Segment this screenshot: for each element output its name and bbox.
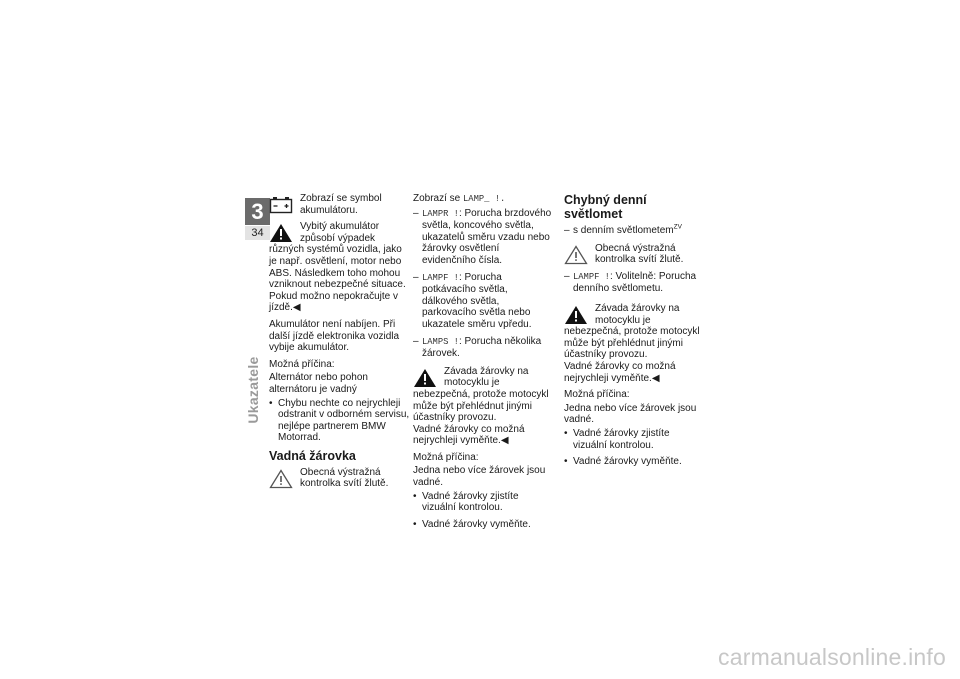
- shown-prefix: Zobrazí se: [413, 193, 461, 204]
- warning-triangle-icon: [269, 223, 295, 243]
- end-marker: ◀: [292, 302, 301, 314]
- optional-marker: ZV: [673, 223, 682, 231]
- warning-text-2b-text: Vadné žárovky co možná nejrychleji vyměňte.: [413, 423, 525, 447]
- lamp-code: LAMPR !: [422, 208, 459, 219]
- drl-condition-text: s denním světlometem: [573, 225, 674, 236]
- battery-icon: [269, 195, 295, 215]
- drl-item: [564, 271, 704, 295]
- bullet-item: [269, 398, 410, 444]
- battery-block: [269, 193, 410, 216]
- general-warning-block: [269, 467, 410, 490]
- warning-text-1b: [269, 291, 410, 314]
- end-marker: ◀: [651, 372, 660, 384]
- warning-block-3: [564, 303, 704, 384]
- bullet-symbol: •: [564, 427, 568, 439]
- warning-text-1b-text: Pokud možno nepokračujte v jízdě.: [269, 290, 398, 314]
- warning-block-2: [413, 366, 553, 447]
- drl-condition: [564, 225, 704, 237]
- lamp-item-3: [413, 336, 553, 360]
- bullet-item: [413, 519, 553, 531]
- warning-text-3b-text: Vadné žárovky co možná nejrychleji vyměňte.: [564, 360, 676, 384]
- cause-label: Možná příčina:: [413, 451, 479, 463]
- lamp-code: LAMPS !: [422, 336, 459, 347]
- lamp-code: LAMPF !: [422, 272, 459, 283]
- watermark: carmanualsonline.info: [718, 644, 946, 670]
- warning-triangle-icon: [564, 305, 590, 325]
- chapter-tab: 3: [245, 198, 270, 225]
- warning-text-3b: [564, 361, 704, 384]
- bullet-symbol: •: [564, 456, 568, 468]
- lamp-code: LAMPF !: [573, 271, 610, 282]
- general-warning-icon: [564, 245, 590, 265]
- cause-label: Možná příčina:: [269, 358, 335, 370]
- bullet-item: [564, 456, 704, 468]
- bullet-text: Vadné žárovky zjistíte vizuální kontrolou.: [573, 427, 670, 451]
- dash-symbol: –: [413, 271, 419, 283]
- general-warning-block: [564, 243, 704, 266]
- bullet-text: Vadné žárovky vyměňte.: [573, 456, 682, 468]
- cause-label: Možná příčina:: [564, 389, 630, 401]
- section-heading: Vadná žárovka: [269, 448, 356, 463]
- lamp-text: : Porucha několika žárovek.: [422, 335, 542, 360]
- bullet-text: Vadné žárovky vyměňte.: [422, 518, 531, 530]
- section-heading: Chybný denní světlomet: [564, 193, 647, 221]
- cause-text: Jedna nebo více žárovek jsou vadné.: [413, 465, 546, 489]
- warning-block-1: [269, 221, 410, 314]
- bullet-text: Chybu nechte co nejrychleji odstranit v odborném servisu, nejlépe partnerem BMW Motorrad.: [278, 397, 410, 444]
- warning-text-2b: [413, 424, 553, 447]
- dash-symbol: –: [564, 270, 570, 282]
- dash-symbol: –: [413, 335, 419, 347]
- lamp-text: : Volitelně: Porucha denního světlometu.: [573, 270, 697, 295]
- bullet-item: [413, 491, 553, 514]
- section-label-text: Ukazatele: [245, 356, 261, 424]
- lamp-text: : Porucha brzdového světla, koncového světla, ukazatelů směru vzadu nebo žárovky osvětlení evidenčního čísla.: [422, 207, 552, 266]
- general-warning-text: Obecná výstražná kontrolka svítí žlutě.: [300, 466, 389, 490]
- shown-code: LAMP_ !.: [463, 194, 506, 204]
- battery-intro: Zobrazí se symbol akumulátoru.: [300, 193, 382, 216]
- lamp-text: : Porucha potkávacího světla, dálkového světla, parkovacího světla nebo ukazatele směru vpředu.: [422, 271, 532, 330]
- warning-text-1: Vybitý akumulátor způsobí výpadek různých systémů vozidla, jako je např. osvětlení, motor nebo ABS. Následkem toho mohou vzniknout nebezpečné situace.: [269, 221, 406, 291]
- page-number: 34: [245, 226, 270, 240]
- battery-para: Akumulátor není nabíjen. Při další jízdě elektronika vozidla vybije akumulátor.: [269, 318, 400, 354]
- section-label: [242, 340, 264, 440]
- cause-text: Jedna nebo více žárovek jsou vadné.: [564, 402, 697, 426]
- general-warning-icon: [269, 469, 295, 489]
- cause-text: Alternátor nebo pohon alternátoru je vadný: [269, 372, 368, 395]
- dash-symbol: –: [413, 207, 419, 219]
- warning-triangle-icon: [413, 368, 439, 388]
- shown-line: [413, 193, 553, 206]
- end-marker: ◀: [500, 435, 509, 447]
- bullet-item: [564, 428, 704, 451]
- general-warning-text: Obecná výstražná kontrolka svítí žlutě.: [595, 242, 684, 266]
- bullet-text: Vadné žárovky zjistíte vizuální kontrolou.: [422, 490, 519, 514]
- warning-text-3: Závada žárovky na motocyklu je nebezpečná, protože motocykl může být přehlédnut jinými účastníky provozu.: [564, 302, 700, 361]
- column-2: [413, 193, 553, 535]
- bullet-symbol: •: [413, 490, 417, 502]
- column-1: [269, 193, 410, 495]
- dash-symbol: –: [564, 225, 570, 236]
- warning-text-2: Závada žárovky na motocyklu je nebezpečná, protože motocykl může být přehlédnut jinými účastníky provozu.: [413, 365, 549, 424]
- lamp-item-2: [413, 272, 553, 331]
- column-3: [564, 193, 704, 473]
- bullet-symbol: •: [269, 397, 273, 409]
- lamp-item-1: [413, 208, 553, 267]
- bullet-symbol: •: [413, 518, 417, 530]
